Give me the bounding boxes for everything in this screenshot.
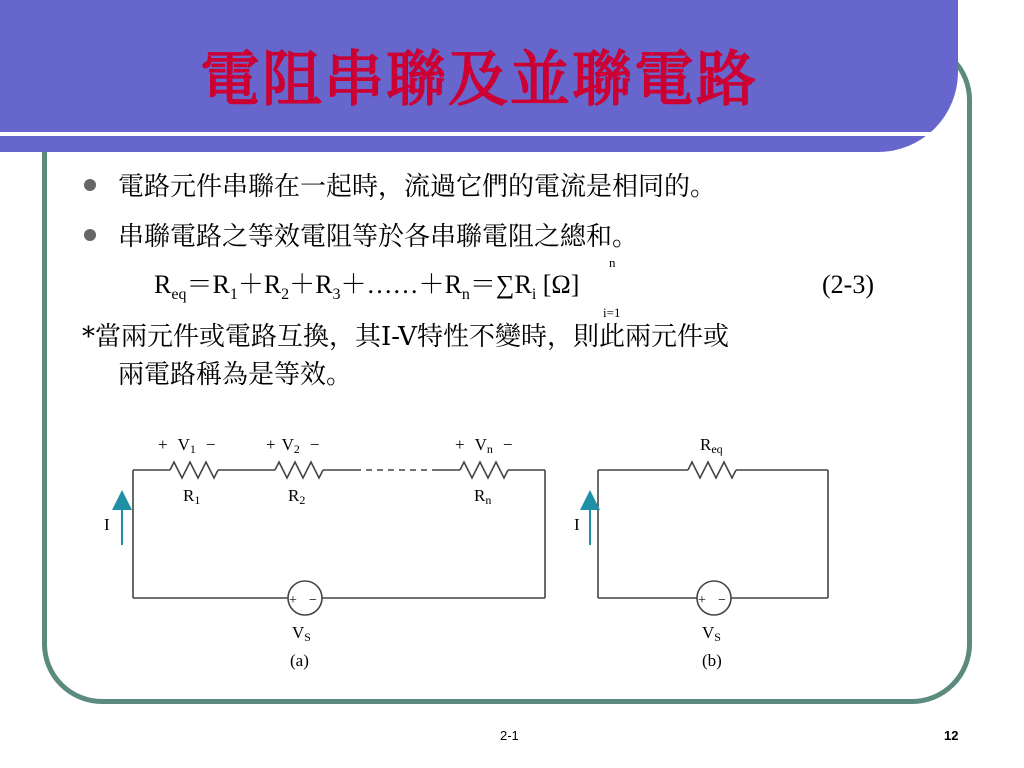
page-number: 12 — [944, 728, 959, 743]
formula-plus: ＋ — [237, 270, 264, 299]
source-plus-a: + — [289, 593, 297, 608]
bullet-2-text: 串聯電路之等效電阻等於各串聯電阻之總和。 — [118, 222, 639, 252]
formula-plus: ＋ — [340, 270, 367, 299]
formula-sub-2: 2 — [281, 286, 290, 304]
equation-number: (2-3) — [822, 270, 874, 299]
formula-sub-i: i — [531, 286, 537, 304]
current-label-b: I — [574, 515, 580, 534]
formula-sub-eq: eq — [171, 286, 187, 304]
formula-equals: ＝ — [469, 270, 496, 299]
resistor-r1 — [170, 462, 218, 478]
resistor-r2 — [275, 462, 323, 478]
note-line-2: 兩電路稱為是等效。 — [118, 360, 353, 390]
note-line-1: *當兩元件或電路互換，其I-V特性不變時，則此兩元件或 — [82, 322, 729, 352]
vs-label-a: VS — [292, 623, 311, 644]
formula-sub-n: n — [461, 286, 470, 304]
slide-title: 電阻串聯及並聯電路 — [200, 45, 758, 115]
bullet-1-text: 電路元件串聯在一起時，流過它們的電流是相同的。 — [118, 172, 717, 202]
formula-ellipsis: …… — [366, 270, 419, 299]
formula-sub-3: 3 — [332, 286, 341, 304]
source-minus-a: − — [309, 593, 317, 608]
formula-plus: ＋ — [418, 270, 445, 299]
resistor-rn — [460, 462, 508, 478]
caption-a: (a) — [290, 651, 309, 670]
sigma-icon: ∑ — [495, 270, 515, 299]
rn-label: Rn — [474, 486, 492, 507]
vs-label-b: VS — [702, 623, 721, 644]
source-minus-b: − — [718, 593, 726, 608]
formula-plus: ＋ — [289, 270, 316, 299]
formula-equals: ＝ — [186, 270, 213, 299]
r1-label: R1 — [183, 486, 201, 507]
formula-R3: R — [315, 270, 333, 299]
resistor-req — [688, 462, 736, 478]
formula-unit: [Ω] — [542, 270, 580, 299]
v1-label: + V1 − — [158, 435, 216, 456]
vn-label: + Vn − — [455, 435, 513, 456]
r2-label: R2 — [288, 486, 306, 507]
source-plus-b: + — [698, 593, 706, 608]
formula-R2: R — [263, 270, 282, 299]
sum-upper-limit: n — [609, 255, 616, 270]
circuit-a — [133, 462, 545, 615]
formula-Ri: R — [514, 270, 532, 299]
formula-R1: R — [212, 270, 230, 299]
v2-label: + V2 − — [266, 435, 320, 456]
circuit-b — [598, 462, 828, 615]
footer-section: 2-1 — [500, 728, 519, 743]
formula-Rn: R — [444, 270, 462, 299]
caption-b: (b) — [702, 651, 722, 670]
current-label-a: I — [104, 515, 110, 534]
formula-R: R — [154, 270, 172, 299]
req-label: Req — [700, 435, 723, 456]
formula-sub-1: 1 — [229, 286, 238, 304]
sum-lower-limit: i=1 — [603, 305, 621, 320]
